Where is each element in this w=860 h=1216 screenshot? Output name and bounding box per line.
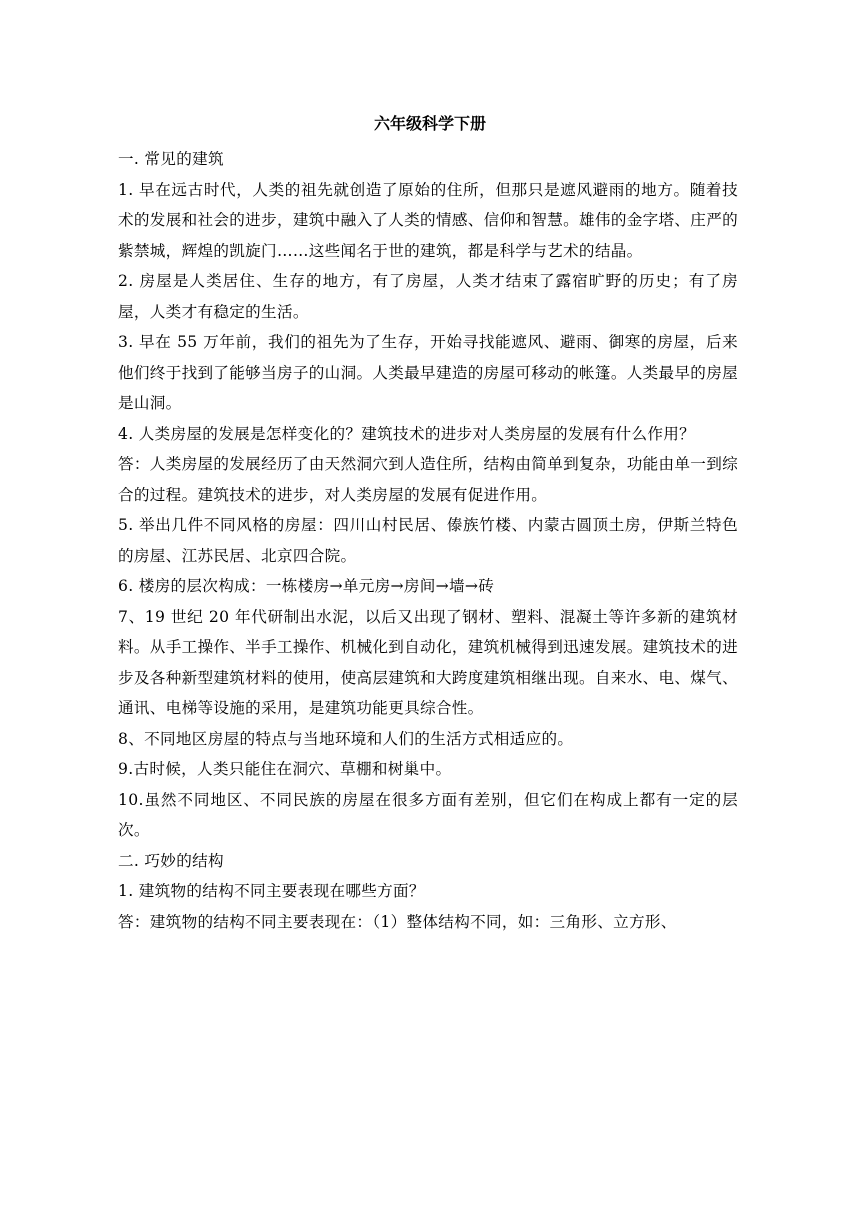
paragraph-7: 7、19 世纪 20 年代研制出水泥，以后又出现了钢材、塑料、混凝土等许多新的建筑材料。从手工操作、半手工操作、机械化到自动化，建筑机械得到迅速发展。建筑技术的进步及各种新型建筑材料的使用，使高层建筑和大跨度建筑相继出现。自来水、电、煤气、通讯、电梯等设施的采用，是建筑功能更具综合性。 bbox=[118, 607, 738, 717]
question-4: 4. 人类房屋的发展是怎样变化的？建筑技术的进步对人类房屋的发展有什么作用？ bbox=[118, 424, 696, 443]
answer-2-1: 答：建筑物的结构不同主要表现在：（1）整体结构不同，如：三角形、立方形、 bbox=[118, 912, 677, 931]
section-heading-1: 一. 常见的建筑 bbox=[118, 150, 224, 168]
question-2-1: 1. 建筑物的结构不同主要表现在哪些方面？ bbox=[118, 882, 425, 900]
paragraph-8: 8、不同地区房屋的特点与当地环境和人们的生活方式相适应的。 bbox=[118, 729, 574, 748]
paragraph-5: 5. 举出几件不同风格的房屋：四川山村民居、傣族竹楼、内蒙古圆顶土房，伊斯兰特色的房屋、江苏民居、北京四合院。 bbox=[118, 516, 738, 565]
paragraph-1: 1. 早在远古时代，人类的祖先就创造了原始的住所，但那只是遮风避雨的地方。随着技术的发展和社会的进步，建筑中融入了人类的情感、信仰和智慧。雄伟的金字塔、庄严的紫禁城，辉煌的凯旋门……这些闻名于世的建筑，都是科学与艺术的结晶。 bbox=[118, 180, 738, 260]
answer-4: 答：人类房屋的发展经历了由天然洞穴到人造住所，结构由简单到复杂，功能由单一到综合的过程。建筑技术的进步，对人类房屋的发展有促进作用。 bbox=[118, 455, 738, 504]
paragraph-3: 3. 早在 55 万年前，我们的祖先为了生存，开始寻找能遮风、避雨、御寒的房屋，后来他们终于找到了能够当房子的山洞。人类最早建造的房屋可移动的帐篷。人类最早的房屋是山洞。 bbox=[118, 333, 738, 412]
section-heading-2: 二. 巧妙的结构 bbox=[118, 851, 224, 870]
paragraph-9: 9.古时候，人类只能住在洞穴、草棚和树巢中。 bbox=[118, 760, 452, 778]
paragraph-6: 6. 楼房的层次构成：一栋楼房→单元房→房间→墙→砖 bbox=[118, 577, 495, 595]
document-body bbox=[118, 144, 738, 937]
paragraph-10: 10.虽然不同地区、不同民族的房屋在很多方面有差别，但它们在构成上都有一定的层次。 bbox=[118, 790, 738, 839]
paragraph-2: 2. 房屋是人类居住、生存的地方，有了房屋，人类才结束了露宿旷野的历史；有了房屋，人类才有稳定的生活。 bbox=[118, 272, 738, 321]
document-title: 六年级科学下册 bbox=[373, 114, 486, 133]
